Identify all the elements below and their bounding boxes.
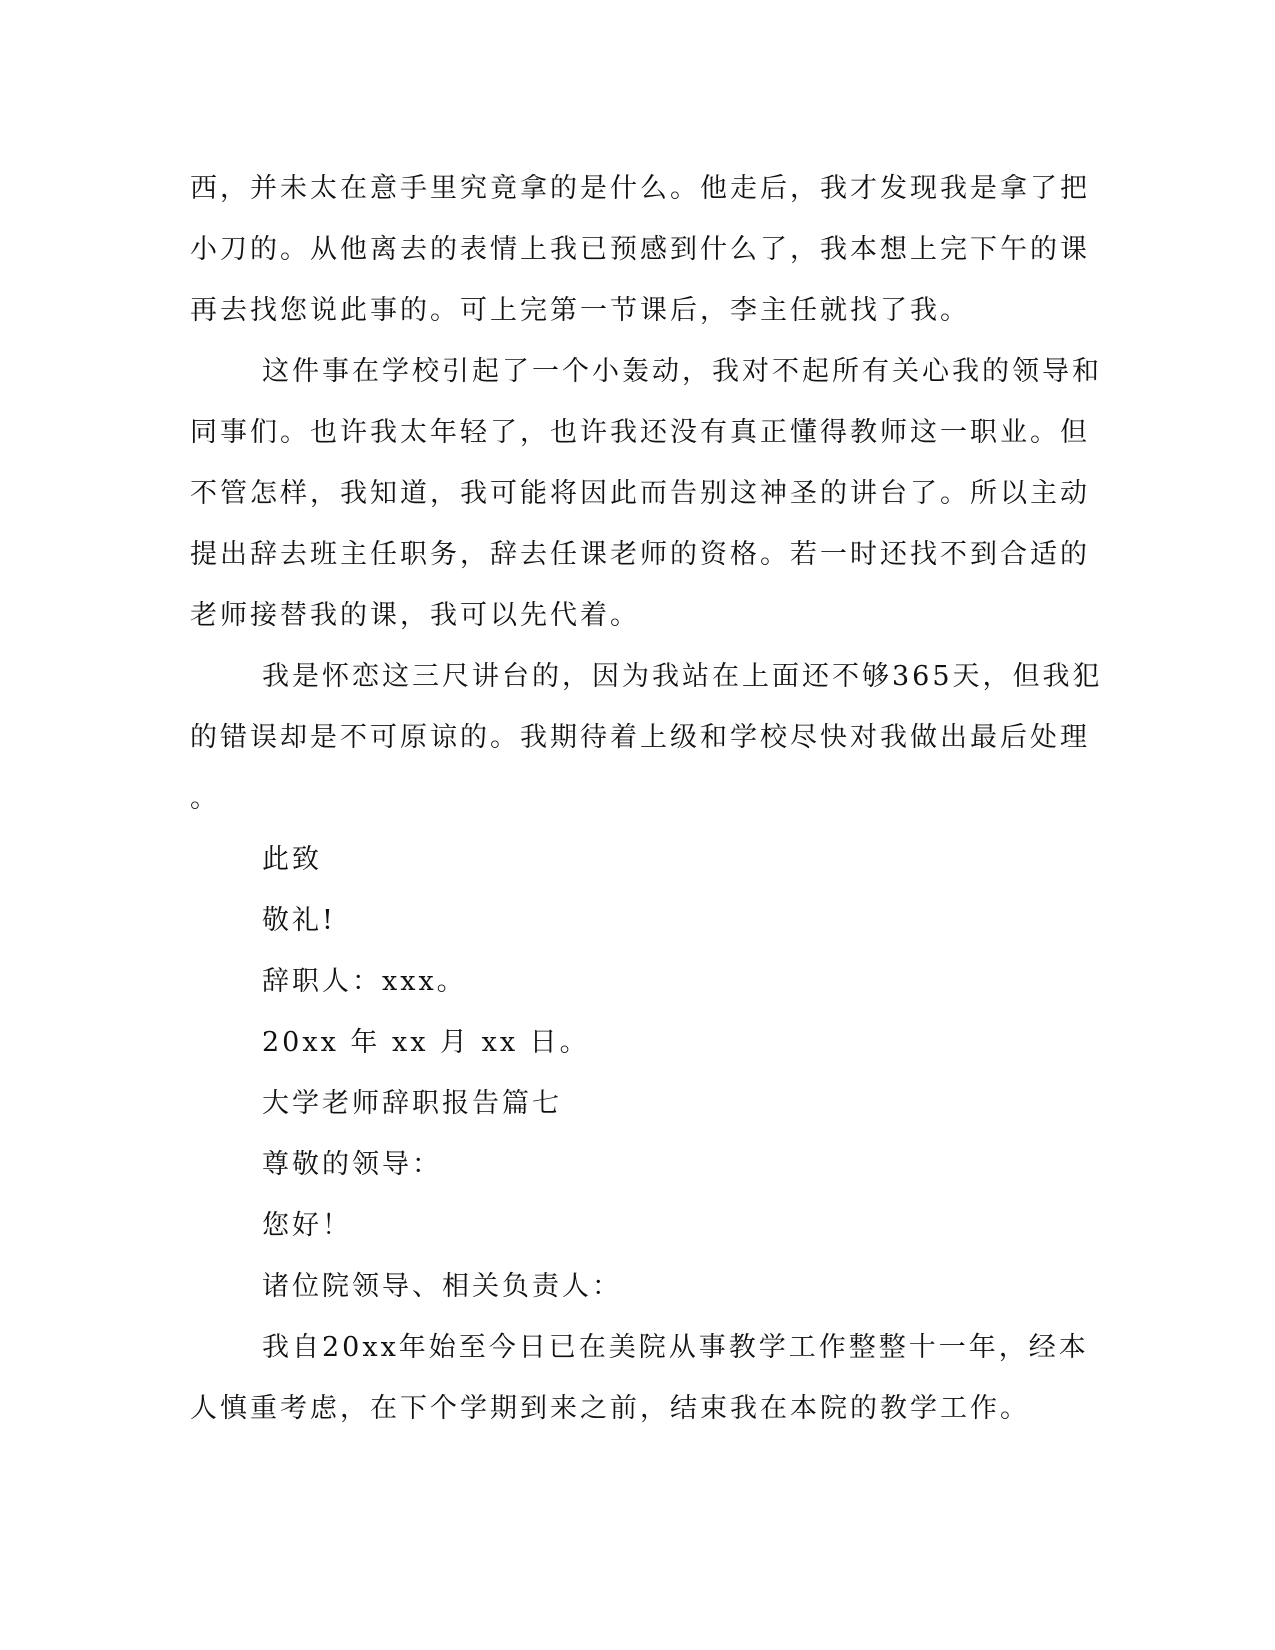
text-line: 尊敬的领导： bbox=[262, 1149, 442, 1180]
text-line: 西，并未太在意手里究竟拿的是什么。他走后，我才发现我是拿了把 bbox=[190, 173, 1090, 204]
text-line: 大学老师辞职报告篇七 bbox=[262, 1088, 562, 1119]
signature-line bbox=[190, 951, 1080, 1012]
greeting-hello bbox=[190, 1195, 1080, 1256]
text-line: 提出辞去班主任职务，辞去任课老师的资格。若一时还找不到合适的 bbox=[190, 539, 1090, 570]
paragraph-1 bbox=[190, 158, 1090, 341]
text-line: 敬礼! bbox=[262, 905, 336, 936]
text-line: 同事们。也许我太年轻了，也许我还没有真正懂得教师这一职业。但 bbox=[190, 417, 1090, 448]
greeting-line bbox=[190, 1134, 1080, 1195]
paragraph-2 bbox=[190, 341, 1102, 646]
text-line: 小刀的。从他离去的表情上我已预感到什么了，我本想上完下午的课 bbox=[190, 234, 1090, 265]
closing-regards bbox=[190, 890, 1080, 951]
text-line: 我是怀恋这三尺讲台的，因为我站在上面还不够365天，但我犯 bbox=[262, 661, 1103, 692]
text-line: 20xx 年 xx 月 xx 日。 bbox=[262, 1027, 590, 1058]
section-title bbox=[190, 1073, 1080, 1134]
text-line: 。 bbox=[190, 783, 220, 814]
text-line: 此致 bbox=[262, 844, 322, 875]
addressee-line bbox=[190, 1256, 1080, 1317]
text-line: 这件事在学校引起了一个小轰动，我对不起所有关心我的领导和 bbox=[262, 356, 1102, 387]
text-line: 老师接替我的课，我可以先代着。 bbox=[190, 600, 640, 631]
text-line: 我自20xx年始至今日已在美院从事教学工作整整十一年，经本 bbox=[262, 1332, 1089, 1363]
document-body bbox=[190, 158, 1103, 1439]
text-line: 的错误却是不可原谅的。我期待着上级和学校尽快对我做出最后处理 bbox=[190, 722, 1090, 753]
date-line bbox=[190, 1012, 1080, 1073]
text-line: 不管怎样，我知道，我可能将因此而告别这神圣的讲台了。所以主动 bbox=[190, 478, 1090, 509]
text-line: 辞职人：xxx。 bbox=[262, 966, 467, 997]
paragraph-body-final bbox=[190, 1317, 1089, 1439]
closing-salutation bbox=[190, 829, 1080, 890]
text-line: 您好！ bbox=[262, 1210, 352, 1241]
text-line: 人慎重考虑，在下个学期到来之前，结束我在本院的教学工作。 bbox=[190, 1393, 1030, 1424]
text-line: 再去找您说此事的。可上完第一节课后，李主任就找了我。 bbox=[190, 295, 970, 326]
paragraph-3 bbox=[190, 646, 1103, 829]
text-line: 诸位院领导、相关负责人： bbox=[262, 1271, 622, 1302]
